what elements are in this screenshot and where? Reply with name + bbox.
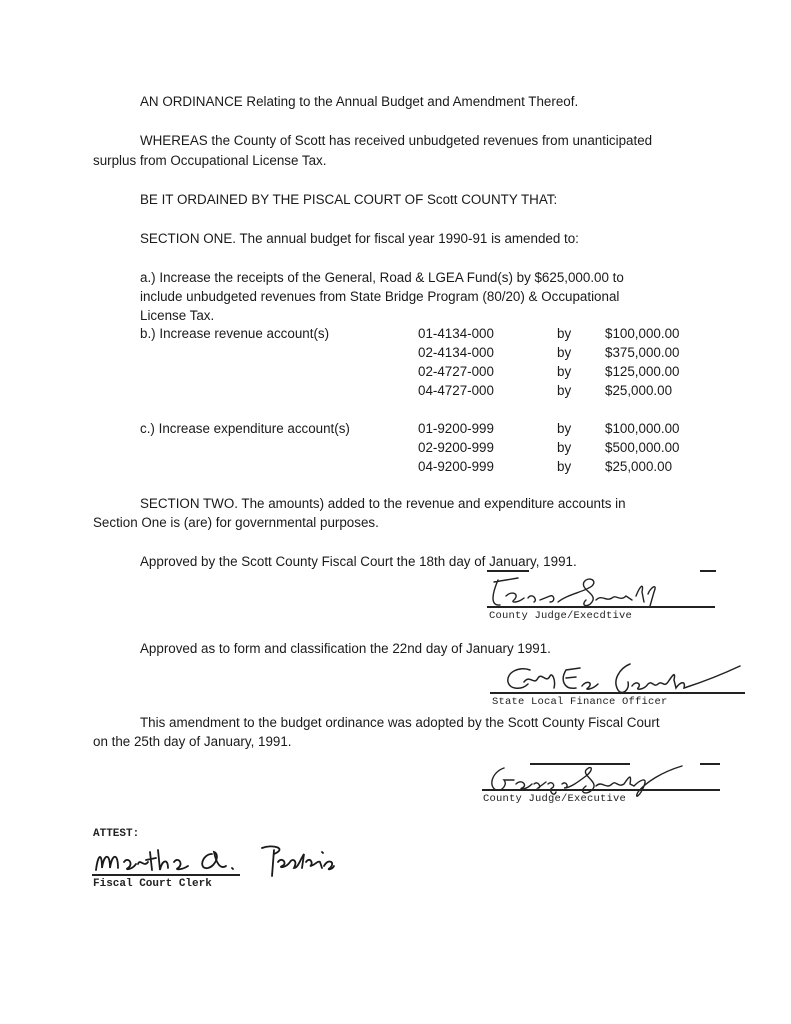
whereas-line-1: WHEREAS the County of Scott has received unbudgeted revenues from unanticipated	[140, 133, 653, 148]
amount: $25,000.00	[605, 383, 673, 398]
account-number: 02-4134-000	[418, 345, 494, 360]
account-number: 04-9200-999	[418, 459, 494, 474]
account-number: 02-4727-000	[418, 364, 494, 379]
adoption-line-1: This amendment to the budget ordinance was adopted by the Scott County Fiscal Court	[140, 715, 660, 730]
by-label: by	[557, 345, 572, 360]
account-number: 01-4134-000	[418, 326, 494, 341]
item-a-line-1: a.) Increase the receipts of the General, Road & LGEA Fund(s) by $625,000.00 to	[140, 270, 624, 285]
account-number: 02-9200-999	[418, 440, 494, 455]
amount: $500,000.00	[605, 440, 680, 455]
item-a-line-3: License Tax.	[140, 308, 215, 323]
by-label: by	[557, 440, 572, 455]
item-c-label: c.) Increase expenditure account(s)	[140, 421, 350, 436]
section-two-line-2: Section One is (are) for governmental purposes.	[93, 515, 379, 530]
account-number: 01-9200-999	[418, 421, 494, 436]
item-a-line-2: include unbudgeted revenues from State Bridge Program (80/20) & Occupational	[140, 289, 620, 304]
clerk-title: Fiscal Court Clerk	[93, 878, 212, 890]
section-two-line-1: SECTION TWO. The amounts) added to the revenue and expenditure accounts in	[140, 496, 626, 511]
signature-top-rule	[700, 570, 716, 572]
by-label: by	[557, 421, 572, 436]
approval-form-classification: Approved as to form and classification the 22nd day of January 1991.	[140, 641, 551, 656]
amount: $100,000.00	[605, 326, 680, 341]
by-label: by	[557, 459, 572, 474]
attest-label: ATTEST:	[93, 828, 140, 840]
account-number: 04-4727-000	[418, 383, 494, 398]
signature-title: County Judge/Executive	[483, 793, 627, 805]
signature-title: State Local Finance Officer	[492, 696, 668, 708]
whereas-line-2: surplus from Occupational License Tax.	[93, 153, 327, 168]
amount: $25,000.00	[605, 459, 673, 474]
by-label: by	[557, 364, 572, 379]
ordinance-title: AN ORDINANCE Relating to the Annual Budget and Amendment Thereof.	[140, 94, 579, 109]
amount: $375,000.00	[605, 345, 680, 360]
amount: $100,000.00	[605, 421, 680, 436]
by-label: by	[557, 326, 572, 341]
ordained-clause: BE IT ORDAINED BY THE PISCAL COURT OF Scott COUNTY THAT:	[140, 192, 558, 207]
section-one-heading: SECTION ONE. The annual budget for fiscal year 1990-91 is amended to:	[140, 231, 579, 246]
adoption-line-2: on the 25th day of January, 1991.	[93, 734, 292, 749]
by-label: by	[557, 383, 572, 398]
item-b-label: b.) Increase revenue account(s)	[140, 326, 330, 341]
approval-fiscal-court: Approved by the Scott County Fiscal Court the 18th day of January, 1991.	[140, 554, 577, 569]
amount: $125,000.00	[605, 364, 680, 379]
signature-title: County Judge/Execdtive	[489, 610, 633, 622]
